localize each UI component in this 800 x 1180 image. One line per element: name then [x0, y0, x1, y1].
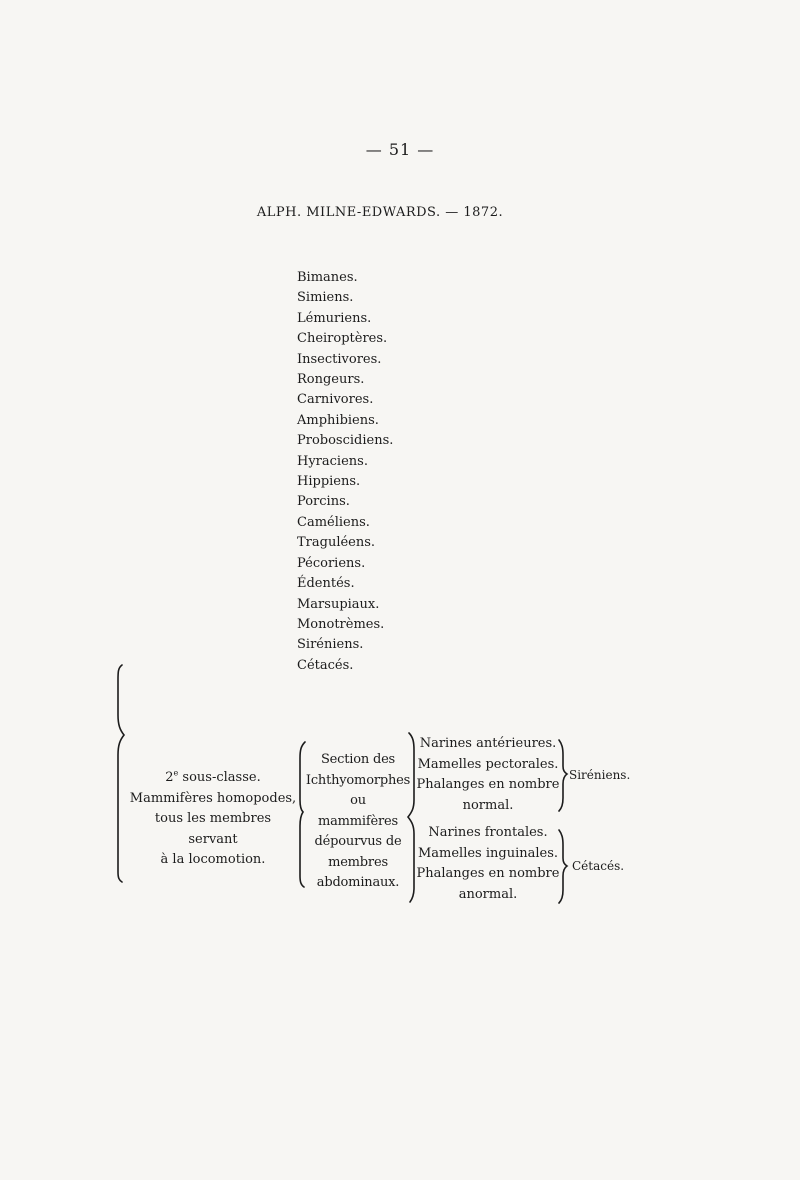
- list-item: Caméliens.: [297, 514, 370, 530]
- group-order-sireniens: Siréniens.: [569, 768, 631, 782]
- list-item: Siréniens.: [297, 637, 364, 653]
- subclass-line: à la locomotion.: [160, 852, 266, 867]
- list-item: Hyraciens.: [297, 453, 368, 469]
- trait-line: normal.: [462, 797, 514, 813]
- list-item: Proboscidiens.: [297, 433, 394, 449]
- section-line: membres: [328, 854, 388, 870]
- group-order-cetaces: Cétacés.: [572, 859, 625, 873]
- list-item: Édentés.: [297, 576, 355, 592]
- trait-line: anormal.: [458, 886, 518, 902]
- subclass-line: tous les membres: [154, 811, 272, 826]
- list-item: Bimanes.: [297, 270, 358, 285]
- page-number: — 51 —: [365, 140, 435, 159]
- list-item: Pécoriens.: [297, 555, 366, 571]
- trait-line: Phalanges en nombre: [416, 777, 560, 792]
- list-item: Hippiens.: [297, 474, 361, 490]
- list-item: Traguléens.: [297, 535, 376, 551]
- list-item: Cétacés.: [297, 657, 354, 673]
- page-heading: ALPH. MILNE-EDWARDS. — 1872.: [256, 205, 504, 220]
- subclass-line: servant: [188, 831, 238, 847]
- list-item: Carnivores.: [297, 392, 374, 408]
- group-traits-cetaces: [416, 823, 560, 905]
- list-item: Porcins.: [297, 494, 350, 510]
- section-block: [304, 750, 412, 894]
- list-item: Insectivores.: [297, 351, 382, 367]
- section-line: mammifères: [318, 813, 398, 829]
- trait-line: Mamelles pectorales.: [417, 756, 559, 772]
- section-line: dépourvus de: [314, 834, 402, 849]
- subclass-title: 2e sous-classe.: [165, 768, 261, 785]
- group-traits-sireniens: [416, 734, 560, 816]
- list-item: Amphibiens.: [297, 412, 379, 428]
- trait-line: Narines frontales.: [428, 825, 548, 840]
- list-item: Rongeurs.: [297, 372, 365, 388]
- list-item: Monotrèmes.: [297, 616, 385, 632]
- section-line: abdominaux.: [316, 875, 400, 890]
- trait-line: Phalanges en nombre: [416, 866, 560, 881]
- list-item: Simiens.: [297, 290, 354, 306]
- brace-left-main: [118, 665, 124, 882]
- section-line: Section des: [320, 752, 396, 767]
- trait-line: Narines antérieures.: [419, 736, 557, 751]
- list-item: Marsupiaux.: [297, 596, 380, 612]
- brace-group1-right: [559, 740, 567, 811]
- list-item: Cheiroptères.: [297, 331, 388, 347]
- list-item: Lémuriens.: [297, 310, 372, 326]
- subclass-block: [128, 768, 298, 871]
- section-line: Ichthyomorphes: [305, 772, 411, 788]
- section-line: ou: [350, 793, 366, 808]
- subclass-line: Mammifères homopodes,: [129, 790, 297, 806]
- brace-group2-right: [559, 830, 567, 903]
- trait-line: Mamelles inguinales.: [417, 845, 559, 861]
